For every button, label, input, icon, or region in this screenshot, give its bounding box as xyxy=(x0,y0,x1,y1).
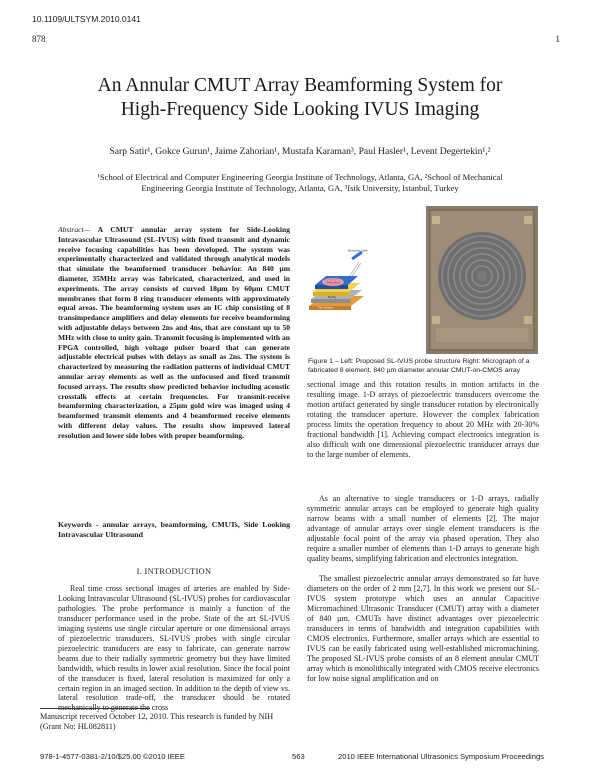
abstract-label: Abstract— xyxy=(58,225,91,234)
right-text-1: sectional image and this rotation results in motion artifacts in the resulting image. 1-D arrays of piezoelectric transducers overcome the motion artifact generated by single transducer rotation by electronically rotating the transducer aperture. However the complex fabrication process limits the operation frequency to about 20 MHz with 20-30% fractional bandwidth [1]. Achieving compact electronics integration is also difficult with one dimensional piezoelectric transducer arrays due to the large number of elements. xyxy=(307,380,539,459)
section-heading-introduction: I. INTRODUCTION xyxy=(136,567,212,576)
title-line-2: High-Frequency Side Looking IVUS Imaging xyxy=(120,99,480,120)
backing-side xyxy=(311,299,350,303)
right-paragraph-2 xyxy=(307,494,539,564)
abstract xyxy=(58,225,290,441)
bond-pad-row xyxy=(436,328,528,342)
footnote-rule xyxy=(40,708,150,709)
label-ic-chip: IC Chip xyxy=(340,287,348,289)
affiliation-line-2: Engineering Georgia Institute of Technology, Atlanta, GA, ³Isik University, Istanbul, Turkey xyxy=(141,183,459,193)
label-cmut-chip: CMUT Chip xyxy=(339,270,351,272)
label-annular-array: Annular Array xyxy=(327,282,340,284)
footer-isbn: 978-1-4577-0381-2/10/$25.00 ©2010 IEEE xyxy=(40,752,185,761)
paper-title xyxy=(0,74,600,122)
center-element xyxy=(477,271,487,281)
figure-caption: Figure 1 – Left: Proposed SL-IVUS probe structure Right: Micrograph of a fabricated 8 element, 840 µm diameter annular CMUT-on-CMOS array xyxy=(308,358,530,374)
right-paragraph-3 xyxy=(307,574,539,683)
page-number: 878 xyxy=(32,34,46,44)
ic-chip-side xyxy=(313,292,349,296)
keywords: Keywords - annular arrays, beamforming, CMUTs, Side Looking Intravascular Ultrasound xyxy=(58,520,290,539)
footnote: Manuscript received October 12, 2010. This research is funded by NIH (Grant No: HL082811) xyxy=(40,712,274,731)
affiliations xyxy=(60,172,540,194)
label-microprobe-cable: Microprobe Cable xyxy=(348,249,368,253)
bond-pad xyxy=(432,216,440,224)
bond-pad xyxy=(524,216,532,224)
label-flex-substrate: Flexi Substrate xyxy=(318,307,334,310)
abstract-text: A CMUT annular array system for Side-Looking Intravascular Ultrasound (SL-IVUS) with fixed transmit and dynamic receive focusing capabilities has been developed. The system was experimentally characterized and validated through analytical models that simulate the beamformed transducer behavior. An 840 µm diameter, 35MHz array was fabricated, characterized, and used in experiments. The array consists of curved 18µm by 60µm CMUT membranes that form 8 ring transducer elements with approximately equal areas. The beamforming system uses an IC chip consisting of 8 transimpedance amplifiers and delay elements for receive beamforming with adjustable delays between 2ns and 4ns, that are constant up to 50 MHz with close to unity gain. Transmit focusing is implemented with an FPGA controlled, high voltage pulser board that can generate adjustable electrical pulses with delays as small as 2ns. The system is characterized by measuring the radiation patterns of individual CMUT annular array elements as well as the unfocused and fixed transmit focused arrays. The results show predicted behavior including acoustic crosstalk effects at certain frequencies. For transmit-receive beamforming characterization, a 25µm gold wire was imaged using 4 beamformed transmit elements and 4 beamformed receive elements with different delay values. The results show improved lateral resolution and lower side lobes with proper beamforming. xyxy=(58,225,290,440)
right-paragraph-1 xyxy=(307,380,539,460)
footer-proceedings: 2010 IEEE International Ultrasonics Symposium Proceedings xyxy=(338,752,544,761)
wire-bond xyxy=(351,263,361,278)
wire-bonds xyxy=(349,262,359,277)
bond-pad xyxy=(432,316,440,324)
right-text-2: As an alternative to single transducers or 1-D arrays, radially symmetric annular arrays can be employed to generate high quality narrow beams with a small number of elements [2]. The major advantage of annular arrays over single element transducers is the adjustable focal point of the array via phased operation. They also require a smaller number of elements than 1-D arrays to generate high quality beams, simplifying fabrication and electronics integration. xyxy=(307,494,539,563)
right-text-3: The smallest piezoelectric annular arrays demonstrated so far have diameters on the order of 2 mm [2,7]. In this work we present our SL-IVUS system prototype which uses an annular Capacitive Micromachined Ultrasonic Transducer (CMUT) array with a diameter of 840 µm. CMUTs have distinct advantages over piezoelectric transducers in terms of bandwidth and integration capabilities with CMOS electronics. Furthermore, smaller arrays which are essential to IVUS can be easily fabricated using well-established micromachining. The proposed SL-IVUS probe consists of an 8 element annular CMUT array which is monolithically integrated with CMOS receive electronics for low noise signal amplification and on xyxy=(307,574,539,683)
label-backing: Backing xyxy=(328,297,337,299)
affiliation-line-1: ¹School of Electrical and Computer Engineering Georgia Institute of Technology, Atlanta, GA, ²School of Mechanical xyxy=(97,172,503,182)
doi: 10.1109/ULTSYM.2010.0141 xyxy=(32,14,141,24)
bond-pad xyxy=(524,316,532,324)
footer-page: 563 xyxy=(292,752,305,761)
title-line-1: An Annular CMUT Array Beamforming System for xyxy=(97,75,503,96)
column-marker: 1 xyxy=(555,34,560,44)
authors: Sarp Satir¹, Gokce Gurun¹, Jaime Zahorian¹, Mustafa Karaman³, Paul Hasler¹, Levent Degertekin¹,² xyxy=(109,146,491,157)
intro-text: Real time cross sectional images of arteries are enabled by Side-Looking Intravascular Ultrasound (SL-IVUS) probes for cardiovascular pathologies. The probe performance is mainly a function of the transducer performance used in the probe. State of the art SL-IVUS imaging systems use single circular aperture or one dimensional arrays of piezoelectric transducers. SL-IVUS probes with single circular piezoelectric transducers are easy to fabricate, can generate narrow beams due to their radially symmetric geometry but they have limited bandwidth, which results in lower axial resolution. Since the focal point of the transducer is fixed, lateral resolution is maximized for only a certain region in an imaged section. In addition to the depth of view vs. lateral resolution trade-off, the transducer should be rotated mechanically to generate the cross xyxy=(58,584,290,713)
probe-structure-figure xyxy=(308,212,424,352)
annular-array-micrograph xyxy=(426,206,538,354)
intro-paragraph xyxy=(58,584,290,713)
